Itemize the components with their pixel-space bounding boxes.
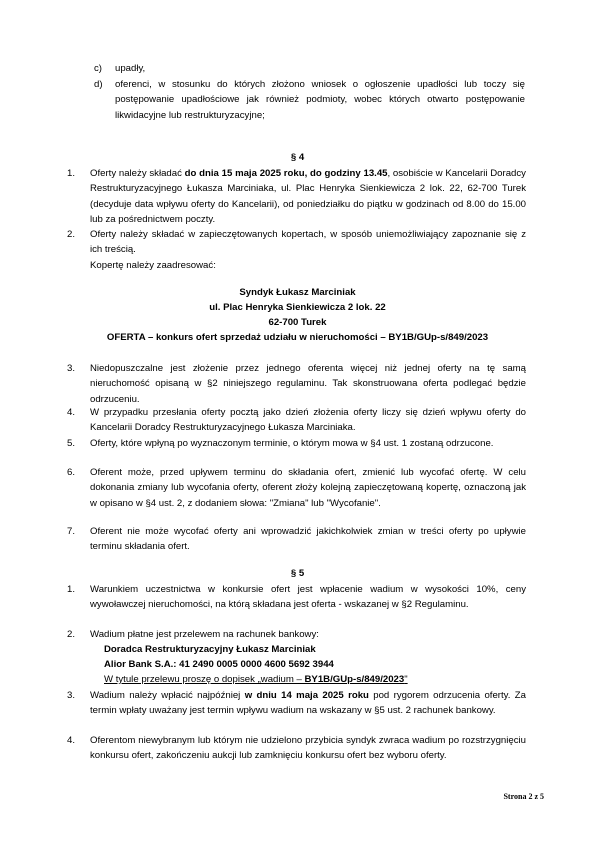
bank-account-number: Alior Bank S.A.: 41 2490 0005 0000 4600 5692 3944 [104, 659, 334, 670]
section-4-paragraph-3: Niedopuszczalne jest złożenie przez jednego oferenta więcej niż jednej oferty na tę samą nieruchomość opisaną w §2 niniejszego regulaminu. Tak skonstruowana oferta podlegać będzie odrzuceniu. [90, 363, 526, 405]
address-offer-title: OFERTA – konkurs ofert sprzedaż udziału w nieruchomości – BY1B/GUp-s/849/2023 [106, 332, 489, 343]
list-marker: d) [94, 79, 103, 90]
paragraph-number: 6. [67, 467, 76, 478]
deadline-bold: do dnia 15 maja 2025 roku, do godziny 13.45 [184, 168, 388, 179]
section-5-paragraph-2: Wadium płatne jest przelewem na rachunek bankowy: [90, 629, 319, 640]
paragraph-number: 4. [67, 407, 76, 418]
section-4-heading: § 4 [290, 152, 305, 163]
envelope-instruction: Kopertę należy zaadresować: [90, 260, 216, 271]
address-name: Syndyk Łukasz Marciniak [239, 287, 356, 298]
transfer-title-instruction: W tytule przelewu proszę o dopisek „wadium – BY1B/GUp-s/849/2023" [104, 674, 408, 685]
paragraph-number: 2. [67, 629, 76, 640]
paragraph-number: 2. [67, 229, 76, 240]
paragraph-number: 4. [67, 735, 76, 746]
page-number: Strona 2 z 5 [503, 792, 544, 801]
section-5-paragraph-1: Warunkiem uczestnictwa w konkursie ofert jest wpłacenie wadium w wysokości 10%, ceny wywoławczej nieruchomości, na którą składana jest oferta - wskazanej w §2 Regulaminu. [90, 584, 526, 611]
paragraph-number: 1. [67, 168, 76, 179]
paragraph-number: 1. [67, 584, 76, 595]
section-4-paragraph-2: Oferty należy składać w zapieczętowanych kopertach, w sposób uniemożliwiający zapoznanie się z ich treścią. [90, 229, 526, 256]
paragraph-number: 3. [67, 690, 76, 701]
paragraph-number: 3. [67, 363, 76, 374]
list-marker: c) [94, 63, 102, 74]
section-4-paragraph-5: Oferty, które wpłyną po wyznaczonym terminie, o którym mowa w §4 ust. 1 zostaną odrzucone. [90, 438, 494, 449]
address-city: 62-700 Turek [268, 317, 327, 328]
deposit-deadline-bold: w dniu 14 maja 2025 roku [244, 690, 369, 701]
section-4-paragraph-4: W przypadku przesłania oferty pocztą jako dzień złożenia oferty liczy się dzień wpływu oferty do Kancelarii Doradcy Restrukturyzacyjnego Łukasza Marciniaka. [90, 407, 526, 434]
section-5-paragraph-3: Wadium należy wpłacić najpóźniej w dniu 14 maja 2025 roku pod rygorem odrzucenia oferty. Za termin wpłaty uważany jest termin wpływu wadium na wskazany w §5 ust. 2 rachunek bankowy. [90, 690, 526, 717]
section-4-paragraph-6: Oferent może, przed upływem terminu do składania ofert, zmienić lub wycofać ofertę. W celu dokonania zmiany lub wycofania oferty, oferent złoży kolejną zapieczętowaną kopertę, oznaczoną jak w opisano w §4 ust. 2, z dodaniem słowa: "Zmiana" lub "Wycofanie". [90, 467, 526, 509]
list-item-d: oferenci, w stosunku do których złożono wniosek o ogłoszenie upadłości lub toczy się postępowanie upadłościowe jak również podmioty, wobec których otwarto postępowanie likwidacyjne lub restrukturyzacyjne; [115, 79, 525, 121]
paragraph-number: 5. [67, 438, 76, 449]
section-5-paragraph-4: Oferentom niewybranym lub którym nie udzielono przybicia syndyk zwraca wadium po rozstrzygnięciu konkursu ofert, zakończeniu aukcji lub zamknięciu konkursu ofert bez wyboru oferty. [90, 735, 526, 762]
case-number-bold: BY1B/GUp-s/849/2023 [304, 674, 405, 685]
list-item-c: upadły, [115, 63, 146, 74]
address-street: ul. Plac Henryka Sienkiewicza 2 lok. 22 [209, 302, 386, 313]
section-4-paragraph-1: Oferty należy składać do dnia 15 maja 2025 roku, do godziny 13.45, osobiście w Kancelarii Doradcy Restrukturyzacyjnego Łukasza Marciniaka, ul. Plac Henryka Sienkiewicza 2 lok. 22, 62-700 Turek (decyduje data wpływu oferty do Kancelarii), od poniedziałku do piątku w godzinach od 8.00 do 15.00 lub za pośrednictwem poczty. [90, 168, 526, 226]
section-4-paragraph-7: Oferent nie może wycofać oferty ani wprowadzić jakichkolwiek zmian w treści oferty po upływie terminu składania ofert. [90, 526, 526, 553]
paragraph-number: 7. [67, 526, 76, 537]
bank-account-holder: Doradca Restrukturyzacyjny Łukasz Marciniak [104, 644, 316, 655]
section-5-heading: § 5 [290, 568, 305, 579]
